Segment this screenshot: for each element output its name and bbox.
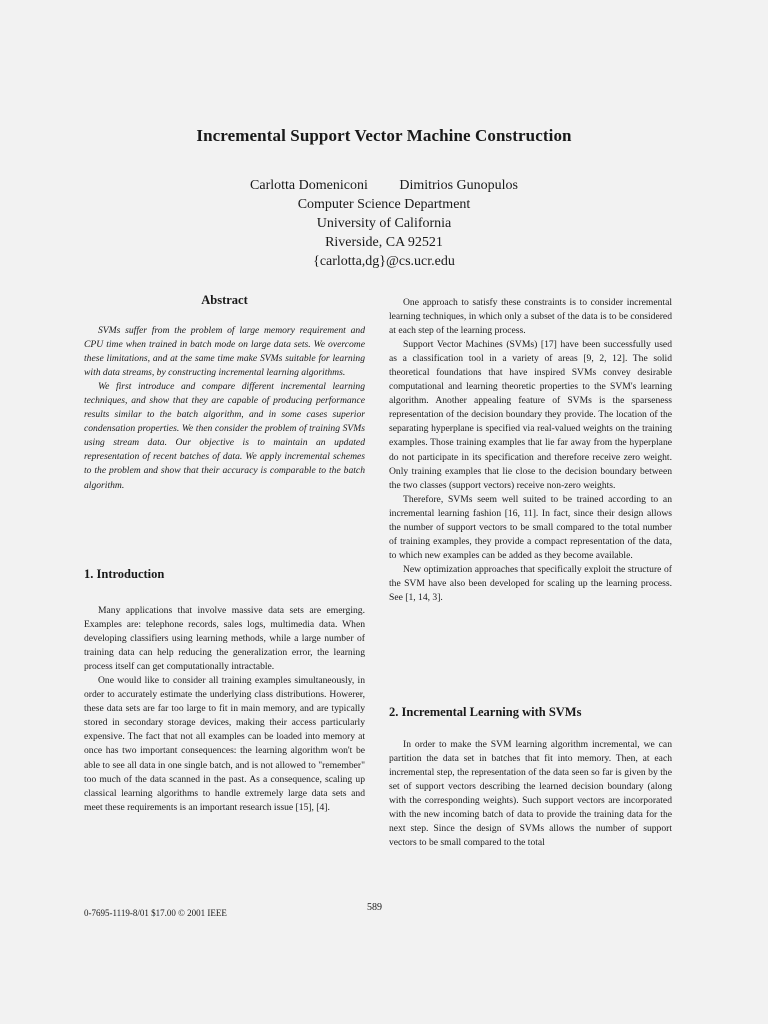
- section-heading-incremental-learning: 2. Incremental Learning with SVMs: [389, 705, 582, 719]
- abstract-paragraph: SVMs suffer from the problem of large memory requirement and CPU time when trained in batch mode on large data sets. We overcome these limitations, and at the same time make SVMs suitable for learning with data streams, by constructing incremental learning algorithms.: [84, 325, 365, 379]
- copyright-footer: 0-7695-1119-8/01 $17.00 © 2001 IEEE: [84, 908, 227, 918]
- page-number: 589: [367, 902, 382, 913]
- body-paragraph: Many applications that involve massive data sets are emerging. Examples are: telephone records, sales logs, multimedia data. When developing classifiers using learning methods, while a large number of training data can help reducing the generalization error, the learning process itself can get computationally intractable.: [84, 605, 365, 673]
- body-paragraph: One approach to satisfy these constraints is to consider incremental learning techniques, in which only a subset of the data is to be considered at each step of the learning process.: [389, 297, 672, 337]
- author-name: Dimitrios Gunopulos: [399, 178, 518, 193]
- abstract-text: [84, 324, 365, 493]
- author-names: [0, 176, 768, 195]
- body-paragraph: In order to make the SVM learning algorithm incremental, we can partition the data set in batches that fit into memory. Then, at each incremental step, the representation of the data seen so far is given by the set of support vectors describing the learned decision boundary (along with the corresponding weights). Such support vectors are incorporated with the new incoming batch of data to provide the training data for the next step. Since the design of SVMs allows the number of support vectors to be small compared to the total: [389, 739, 672, 849]
- right-column-text: [389, 296, 672, 605]
- body-paragraph: One would like to consider all training examples simultaneously, in order to accurately estimate the underlying class distributions. Howerer, these data sets are far too large to fit in main memory, and are typically stored in secondary storage devices, making their access particularly expensive. The fact that not all examples can be loaded into memory at once has two important consequences: the learning algorithm won't be able to see all data in one single batch, and is not allowed to "remember" too much of the data scanned in the past. As a consequence, scaling up classical learning algorithms to handle extremely large data sets and meet these requirements is an important research issue [15], [4].: [84, 675, 365, 813]
- affiliation-line: Computer Science Department: [297, 197, 471, 212]
- affiliation-line: Riverside, CA 92521: [325, 235, 443, 250]
- paper-title: Incremental Support Vector Machine Construction: [196, 126, 572, 145]
- body-paragraph: New optimization approaches that specifically exploit the structure of the SVM have also been developed for scaling up the learning process. See [1, 14, 3].: [389, 563, 672, 603]
- author-block: [0, 176, 768, 271]
- abstract-heading: Abstract: [201, 293, 248, 307]
- abstract-paragraph: We first introduce and compare different incremental learning techniques, and show that they are capable of producing performance results similar to the batch algorithm, and in some cases superior condensation properties. We then consider the problem of training SVMs using stream data. Our objective is to maintain an updated representation of recent batches of data. We apply incremental schemes to the problem and show that their accuracy is comparable to the batch algorithm.: [84, 381, 365, 491]
- section2-text: [389, 738, 672, 850]
- body-paragraph: Therefore, SVMs seem well suited to be trained according to an incremental learning fashion [16, 11]. In fact, since their design allows the number of support vectors to be small compared to the total number of training examples, they provide a compact representation of the data, to which new examples can be added as they become available.: [389, 493, 672, 561]
- author-email: {carlotta,dg}@cs.ucr.edu: [313, 254, 455, 269]
- affiliation-line: University of California: [316, 216, 452, 231]
- section-heading-introduction: 1. Introduction: [84, 567, 165, 581]
- body-paragraph: Support Vector Machines (SVMs) [17] have been successfully used as a classification tool in a variety of areas [9, 2, 12]. The solid theoretical foundations that have inspired SVMs convey desirable computational and learning theoretic properties to the SVM's learning algorithm. Another appealing feature of SVMs is the sparseness representation of the decision boundary they provide. The location of the separating hyperplane is specified via real-valued weights on the training examples. Those training examples that lie far away from the hyperplane do not participate in its specification and therefore receive zero weight. Only training examples that lie close to the decision boundary between the two classes (support vectors) receive non-zero weights.: [389, 339, 672, 491]
- author-name: Carlotta Domeniconi: [250, 178, 368, 193]
- introduction-text: [84, 604, 365, 815]
